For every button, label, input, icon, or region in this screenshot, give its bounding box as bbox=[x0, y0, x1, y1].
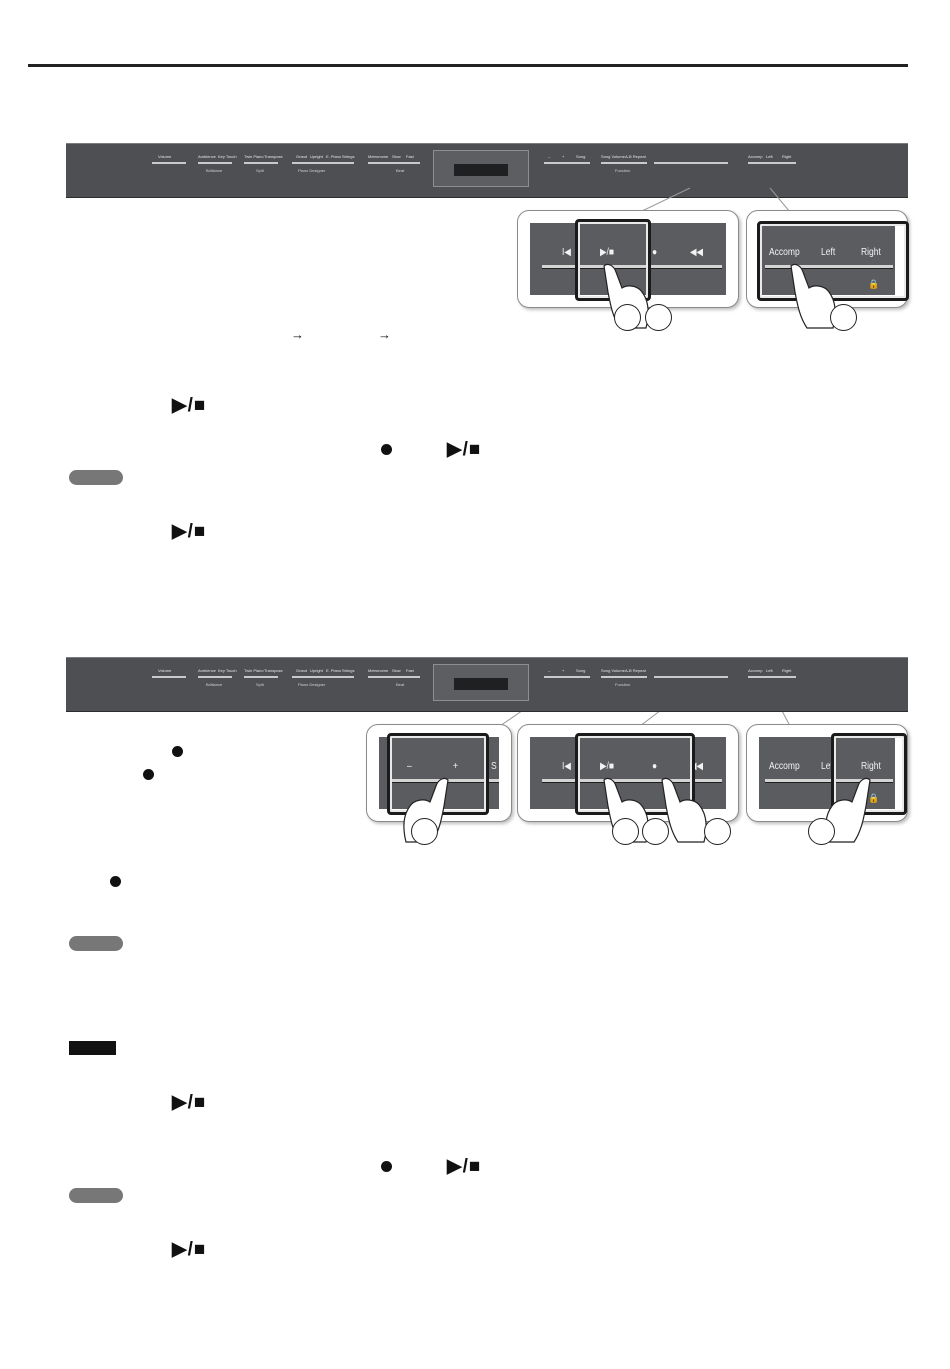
beat-label: Beat bbox=[396, 682, 405, 687]
step-marker bbox=[645, 304, 672, 331]
upright-label: Upright bbox=[310, 668, 323, 673]
beat-label: Beat bbox=[396, 168, 405, 173]
key-touch-label: Key Touch bbox=[218, 668, 237, 673]
step-marker bbox=[704, 818, 731, 845]
song-zoom-label: S bbox=[491, 761, 497, 772]
play-stop-icon: ▶/■ bbox=[172, 395, 207, 416]
song-buttons[interactable] bbox=[544, 676, 590, 678]
note-badge bbox=[69, 1041, 116, 1055]
arrow-icon: → bbox=[291, 327, 304, 342]
ambience-label: Ambience bbox=[198, 668, 216, 673]
accomp-label: Accomp bbox=[748, 668, 763, 673]
left-zoom-label: Left bbox=[821, 247, 836, 258]
lock-icon: 🔒 bbox=[868, 279, 880, 289]
piano-designer-label: Piano Designer bbox=[298, 682, 326, 687]
right-zoom-label: Right bbox=[861, 247, 881, 258]
memo-badge bbox=[69, 470, 123, 485]
transpose-label: Transpose bbox=[264, 668, 283, 673]
accomp-zoom-label: Accomp bbox=[769, 761, 800, 772]
step-marker bbox=[808, 818, 835, 845]
split-label: Split bbox=[256, 682, 264, 687]
rec-icon bbox=[381, 1161, 392, 1172]
ambience-label: Ambience bbox=[198, 154, 216, 159]
upright-label: Upright bbox=[310, 154, 323, 159]
strings-label: Strings bbox=[342, 668, 355, 673]
ab-repeat-label: A-B Repeat bbox=[625, 154, 646, 159]
key-touch-label: Key Touch bbox=[218, 154, 237, 159]
tone-group bbox=[292, 668, 360, 698]
play-stop-icon: ▶/■ bbox=[447, 439, 482, 460]
play-stop-icon: ▶/■ bbox=[447, 1156, 482, 1177]
volume-slider[interactable] bbox=[152, 676, 186, 678]
metronome-label: Metronome bbox=[368, 154, 389, 159]
prev-label: I◀ bbox=[562, 247, 571, 258]
twin-piano-label: Twin Piano bbox=[244, 668, 264, 673]
minus-label: – bbox=[548, 668, 551, 673]
display bbox=[433, 664, 529, 701]
accomp-zoom-label: Accomp bbox=[769, 247, 800, 258]
transport-buttons[interactable] bbox=[654, 676, 728, 678]
ambience-button[interactable] bbox=[198, 676, 232, 678]
volume-label: Volume bbox=[158, 668, 172, 673]
left-zoom-label: Lef bbox=[821, 761, 833, 772]
transpose-label: Transpose bbox=[264, 154, 283, 159]
lcd-screen bbox=[454, 678, 508, 690]
song-volume-group bbox=[601, 668, 651, 698]
fast-label: Fast bbox=[406, 154, 414, 159]
play-stop-icon: ▶/■ bbox=[172, 1239, 207, 1260]
step-marker bbox=[642, 818, 669, 845]
minus-zoom-label: – bbox=[407, 761, 412, 772]
parts-group bbox=[748, 668, 798, 698]
play-stop-label: ▶/■ bbox=[600, 761, 615, 772]
brilliance-label: Brilliance bbox=[206, 682, 223, 687]
control-panel bbox=[66, 657, 908, 712]
volume-group bbox=[152, 668, 192, 698]
step-marker bbox=[830, 304, 857, 331]
right-label: Right bbox=[782, 154, 792, 159]
minus-label: – bbox=[548, 154, 551, 159]
play-stop-icon: ▶/■ bbox=[172, 1092, 207, 1113]
play-stop-icon: ▶/■ bbox=[172, 521, 207, 542]
fast-label: Fast bbox=[406, 668, 414, 673]
left-label: Left bbox=[766, 154, 773, 159]
rec-icon bbox=[110, 876, 121, 887]
metronome-buttons[interactable] bbox=[368, 676, 420, 678]
rec-label: ● bbox=[652, 761, 658, 772]
song-volume-button[interactable] bbox=[601, 676, 647, 678]
rew-label: ◀◀ bbox=[690, 761, 704, 772]
song-group bbox=[544, 668, 592, 698]
volume-label: Volume bbox=[158, 154, 172, 159]
step-marker bbox=[614, 304, 641, 331]
song-volume-label: Song Volume bbox=[601, 668, 625, 673]
arrow-icon: → bbox=[378, 327, 391, 342]
plus-label: + bbox=[562, 154, 565, 159]
strings-label: Strings bbox=[342, 154, 355, 159]
memo-badge bbox=[69, 936, 123, 951]
rec-icon bbox=[381, 444, 392, 455]
slow-label: Slow bbox=[392, 154, 401, 159]
function-label: Function bbox=[615, 168, 631, 173]
brilliance-label: Brilliance bbox=[206, 168, 223, 173]
metronome-label: Metronome bbox=[368, 668, 389, 673]
song-label: Song bbox=[576, 154, 586, 159]
tone-buttons[interactable] bbox=[292, 676, 354, 678]
step-marker bbox=[612, 818, 639, 845]
ab-repeat-label: A-B Repeat bbox=[625, 668, 646, 673]
rec-icon bbox=[172, 746, 183, 757]
prev-label: I◀ bbox=[562, 761, 571, 772]
e-piano-label: E. Piano bbox=[326, 154, 342, 159]
play-stop-label: ▶/■ bbox=[600, 247, 615, 258]
lock-icon: 🔒 bbox=[868, 793, 880, 803]
piano-designer-label: Piano Designer bbox=[298, 168, 326, 173]
step-marker bbox=[411, 818, 438, 845]
grand-label: Grand bbox=[296, 154, 308, 159]
split-label: Split bbox=[256, 168, 264, 173]
song-volume-label: Song Volume bbox=[601, 154, 625, 159]
function-label: Function bbox=[615, 682, 631, 687]
slow-label: Slow bbox=[392, 668, 401, 673]
plus-label: + bbox=[562, 668, 565, 673]
memo-badge bbox=[69, 1188, 123, 1203]
left-label: Left bbox=[766, 668, 773, 673]
twin-piano-label: Twin Piano bbox=[244, 154, 264, 159]
right-zoom-label: Right bbox=[861, 761, 881, 772]
ambience-group bbox=[198, 668, 242, 698]
transport-group bbox=[654, 668, 730, 698]
rec-icon bbox=[143, 769, 154, 780]
plus-zoom-label: + bbox=[453, 761, 458, 772]
parts-buttons[interactable] bbox=[748, 676, 796, 678]
song-label: Song bbox=[576, 668, 586, 673]
metronome-group bbox=[368, 668, 426, 698]
twin-piano-group bbox=[244, 668, 288, 698]
accomp-label: Accomp bbox=[748, 154, 763, 159]
rec-label: ● bbox=[652, 247, 658, 258]
e-piano-label: E. Piano bbox=[326, 668, 342, 673]
twin-piano-button[interactable] bbox=[244, 676, 278, 678]
grand-label: Grand bbox=[296, 668, 308, 673]
rew-label: ◀◀ bbox=[690, 247, 704, 258]
right-label: Right bbox=[782, 668, 792, 673]
